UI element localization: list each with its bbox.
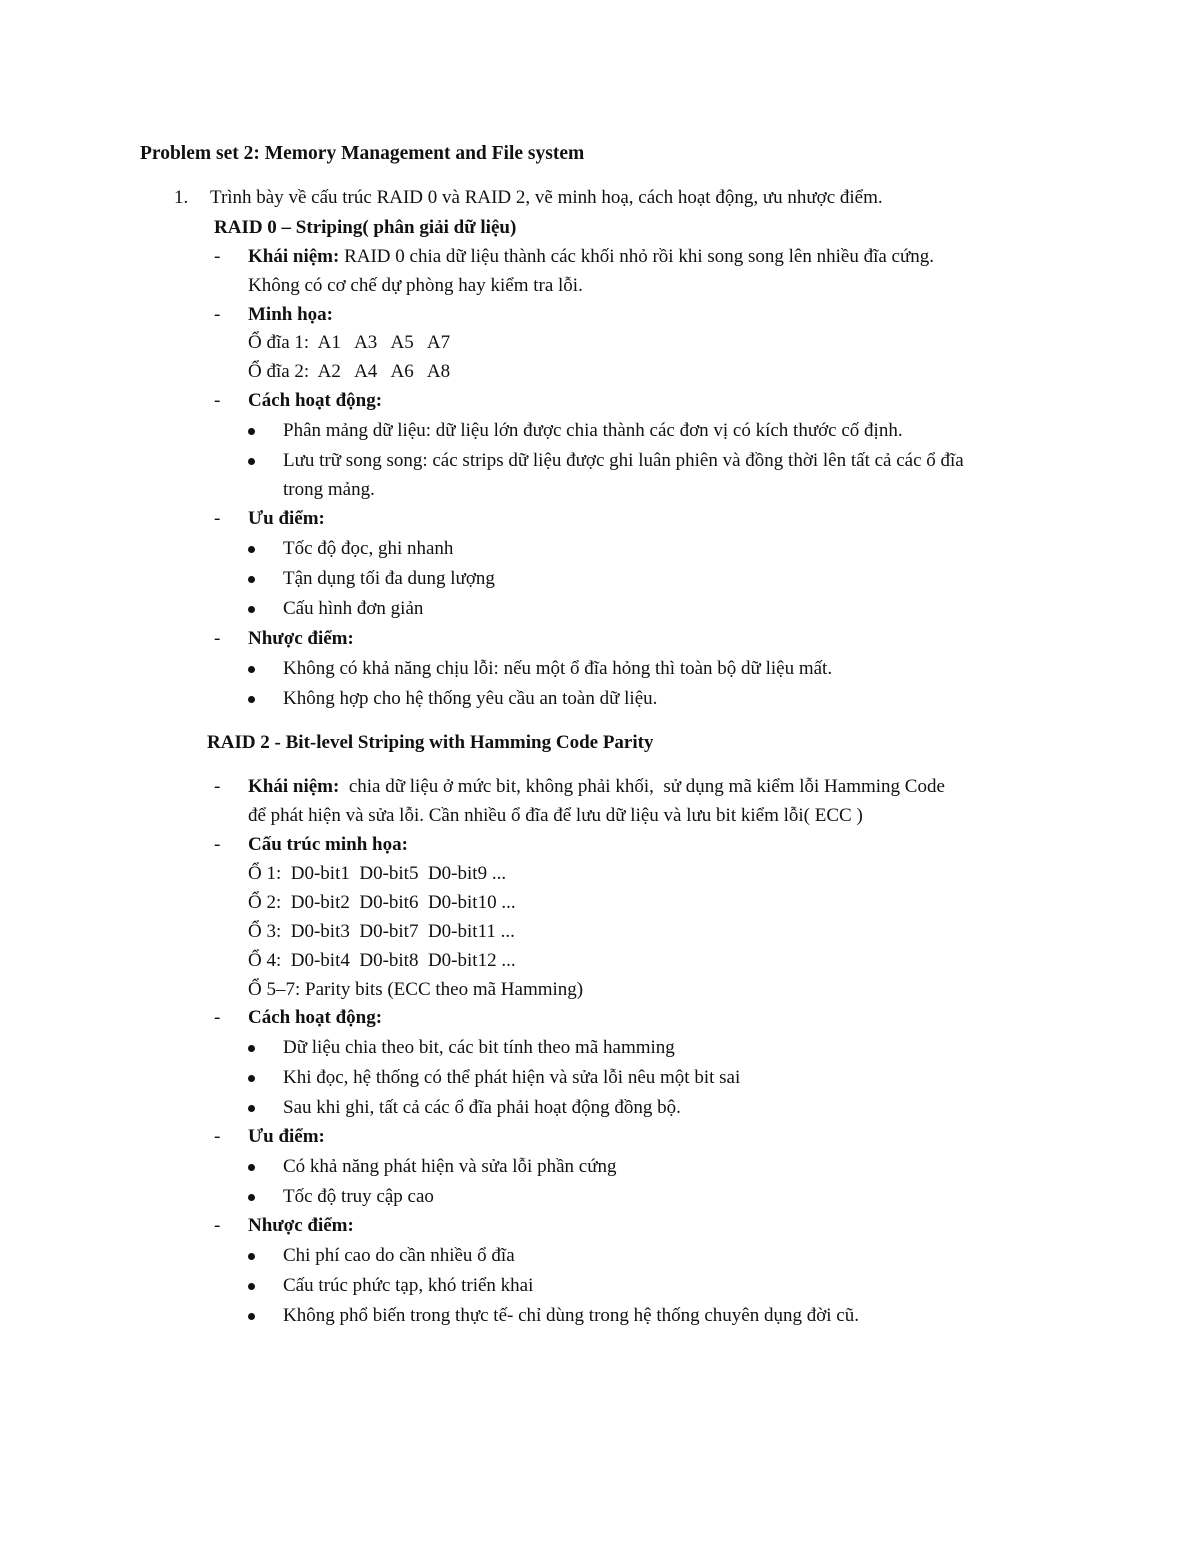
bullet-icon — [248, 696, 255, 703]
dash-marker: - — [214, 834, 221, 855]
raid0-how-item: Phân mảng dữ liệu: dữ liệu lớn được chia thành các đơn vị có kích thước cố định. — [283, 420, 903, 441]
raid0-how-label: Cách hoạt động: — [248, 390, 383, 411]
raid0-adv-item: Tốc độ đọc, ghi nhanh — [283, 538, 454, 559]
raid2-dis-label: Nhược điểm: — [248, 1215, 354, 1236]
raid2-concept-text: chia dữ liệu ở mức bit, không phải khối, sử dụng mã kiểm lỗi Hamming Code — [339, 776, 945, 797]
raid0-heading: RAID 0 – Striping( phân giải dữ liệu) — [214, 217, 517, 238]
raid0-adv-item: Tận dụng tối đa dung lượng — [283, 568, 495, 589]
raid0-dis-item: Không có khả năng chịu lỗi: nếu một ổ đĩa hỏng thì toàn bộ dữ liệu mất. — [283, 658, 833, 679]
raid2-how-item: Sau khi ghi, tất cả các ổ đĩa phải hoạt động đồng bộ. — [283, 1097, 681, 1118]
raid2-struct-row: Ổ 5–7: Parity bits (ECC theo mã Hamming) — [248, 979, 584, 1000]
raid2-how-item: Dữ liệu chia theo bit, các bit tính theo mã hamming — [283, 1037, 675, 1058]
raid0-dis-label: Nhược điểm: — [248, 628, 354, 649]
raid2-heading: RAID 2 - Bit-level Striping with Hamming Code Parity — [207, 732, 654, 753]
raid2-dis-item: Cấu trúc phức tạp, khó triển khai — [283, 1275, 534, 1296]
bullet-icon — [248, 1283, 255, 1290]
dash-marker: - — [214, 776, 221, 797]
bullet-icon — [248, 1194, 255, 1201]
raid2-adv-item: Có khả năng phát hiện và sửa lỗi phần cứng — [283, 1156, 617, 1177]
raid2-dis-item: Không phổ biến trong thực tế- chỉ dùng trong hệ thống chuyên dụng đời cũ. — [283, 1305, 859, 1326]
bullet-icon — [248, 1164, 255, 1171]
dash-marker: - — [214, 508, 221, 529]
bullet-icon — [248, 1045, 255, 1052]
dash-marker: - — [214, 246, 221, 267]
dash-marker: - — [214, 1215, 221, 1236]
dash-marker: - — [214, 628, 221, 649]
raid0-disk2: Ổ đĩa 2: A2 A4 A6 A8 — [248, 361, 451, 382]
raid0-dis-item: Không hợp cho hệ thống yêu cầu an toàn dữ liệu. — [283, 688, 658, 709]
question-number: 1. — [174, 187, 189, 208]
raid2-adv-label: Ưu điểm: — [248, 1126, 325, 1147]
raid0-illus-label: Minh họa: — [248, 304, 333, 325]
raid2-adv-item: Tốc độ truy cập cao — [283, 1186, 434, 1207]
raid2-struct-label: Cấu trúc minh họa: — [248, 834, 408, 855]
raid0-concept-text: RAID 0 chia dữ liệu thành các khối nhỏ rồi khi song song lên nhiều đĩa cứng. — [339, 246, 935, 267]
raid2-struct-row: Ổ 4: D0-bit4 D0-bit8 D0-bit12 ... — [248, 950, 516, 971]
dash-marker: - — [214, 304, 221, 325]
raid0-concept-cont: Không có cơ chế dự phòng hay kiểm tra lỗi. — [248, 275, 583, 296]
raid2-struct-row: Ổ 3: D0-bit3 D0-bit7 D0-bit11 ... — [248, 921, 515, 942]
bullet-icon — [248, 1105, 255, 1112]
question-text: Trình bày về cấu trúc RAID 0 và RAID 2, vẽ minh hoạ, cách hoạt động, ưu nhược điểm. — [210, 187, 883, 208]
raid0-concept — [248, 245, 934, 269]
raid0-how-item: Lưu trữ song song: các strips dữ liệu được ghi luân phiên và đồng thời lên tất cả các ổ đĩa — [283, 450, 964, 471]
raid0-concept-label: Khái niệm: — [248, 246, 340, 267]
raid2-struct-row: Ổ 1: D0-bit1 D0-bit5 D0-bit9 ... — [248, 863, 507, 884]
raid2-dis-item: Chi phí cao do cần nhiều ổ đĩa — [283, 1245, 515, 1266]
dash-marker: - — [214, 1126, 221, 1147]
raid2-how-item: Khi đọc, hệ thống có thể phát hiện và sửa lỗi nêu một bit sai — [283, 1067, 741, 1088]
page-title: Problem set 2: Memory Management and File system — [140, 143, 585, 164]
raid0-how-item-cont: trong mảng. — [283, 479, 375, 500]
bullet-icon — [248, 1075, 255, 1082]
bullet-icon — [248, 576, 255, 583]
bullet-icon — [248, 1253, 255, 1260]
raid2-concept-label: Khái niệm: — [248, 776, 340, 797]
raid2-concept — [248, 775, 945, 799]
bullet-icon — [248, 428, 255, 435]
raid0-disk1: Ổ đĩa 1: A1 A3 A5 A7 — [248, 332, 451, 353]
dash-marker: - — [214, 390, 221, 411]
bullet-icon — [248, 546, 255, 553]
bullet-icon — [248, 606, 255, 613]
bullet-icon — [248, 666, 255, 673]
raid2-how-label: Cách hoạt động: — [248, 1007, 383, 1028]
bullet-icon — [248, 458, 255, 465]
bullet-icon — [248, 1313, 255, 1320]
raid0-adv-item: Cấu hình đơn giản — [283, 598, 424, 619]
raid2-concept-cont: để phát hiện và sửa lỗi. Cần nhiều ổ đĩa để lưu dữ liệu và lưu bit kiểm lỗi( ECC ) — [248, 805, 863, 826]
dash-marker: - — [214, 1007, 221, 1028]
raid0-adv-label: Ưu điểm: — [248, 508, 325, 529]
raid2-struct-row: Ổ 2: D0-bit2 D0-bit6 D0-bit10 ... — [248, 892, 516, 913]
